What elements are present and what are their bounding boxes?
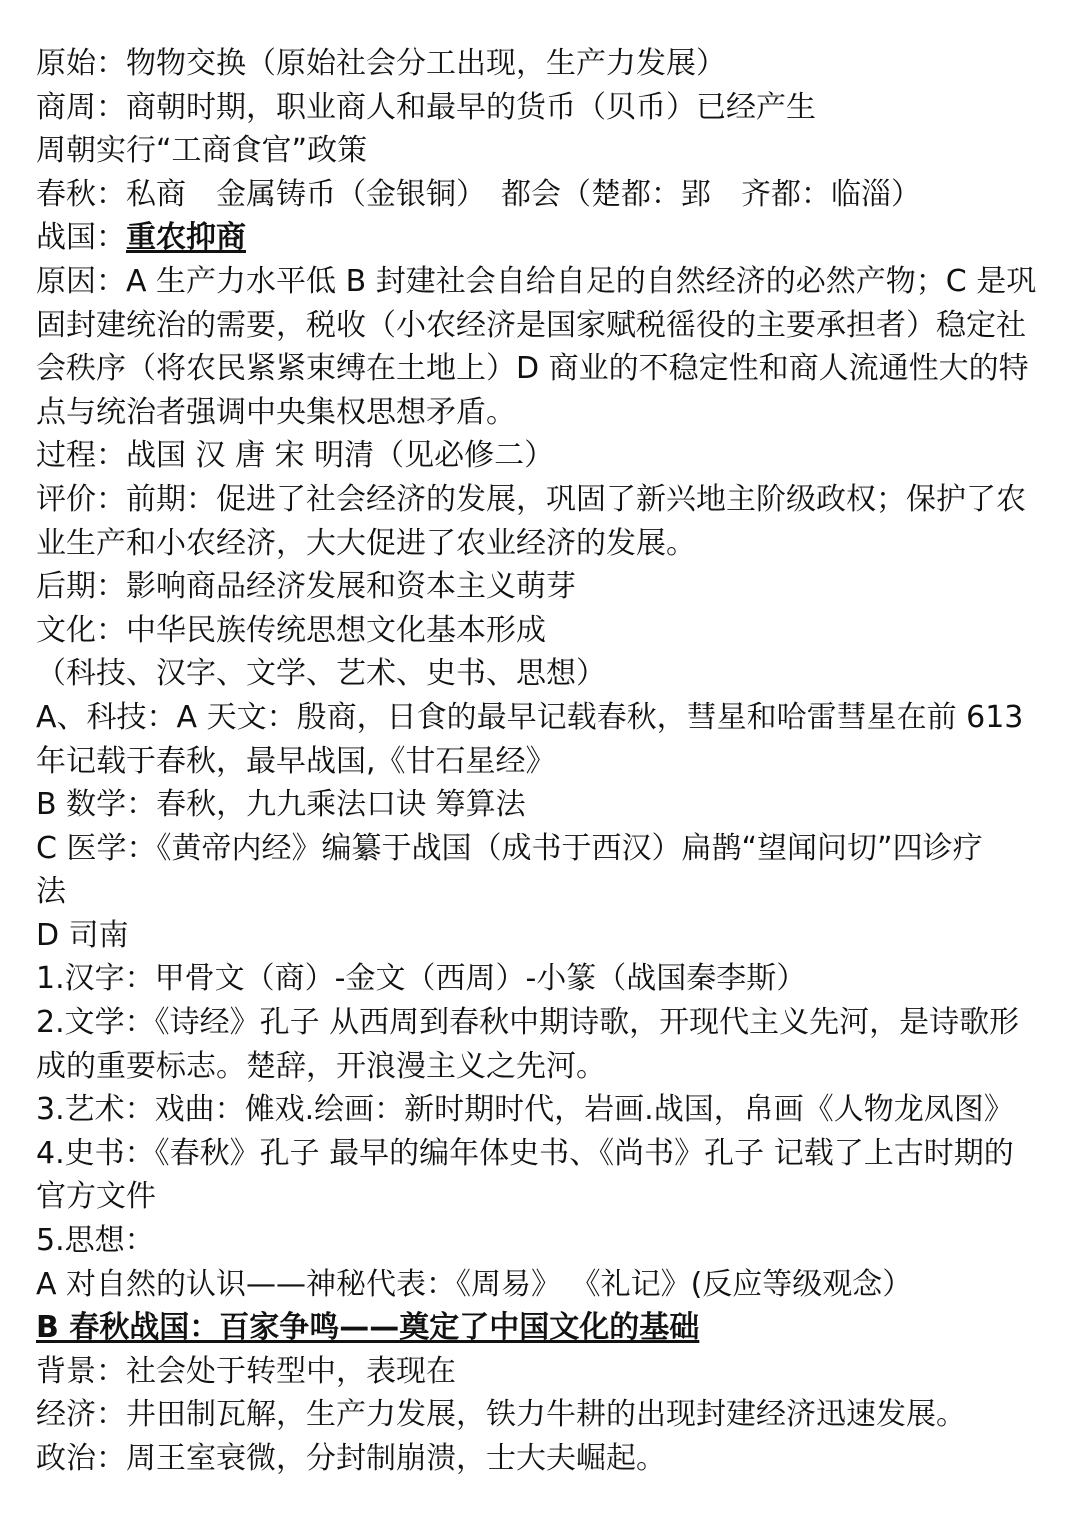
text-line: 文化：中华民族传统思想文化基本形成 [36,612,546,648]
text-line: 原因：A 生产力水平低 B 封建社会自给自足的自然经济的必然产物；C 是巩 [36,263,1037,299]
text-line: B 数学：春秋，九九乘法口诀 筹算法 [36,787,526,823]
text-line: 3.艺术：戏曲：傩戏.绘画：新时期时代，岩画.战国，帛画《人物龙凤图》 [36,1092,1014,1128]
text-line: 成的重要标志。楚辞，开浪漫主义之先河。 [36,1048,606,1084]
text-line: 4.史书：《春秋》孔子 最早的编年体史书、《尚书》孔子 记载了上古时期的 [36,1135,1014,1171]
text-line: 1.汉字：甲骨文（商）-金文（西周）-小篆（战国秦李斯） [36,961,807,997]
line-prefix: 战国： [36,220,126,256]
text-line: 年记载于春秋，最早战国,《甘石星经》 [36,743,556,779]
document-body [36,42,1046,1481]
emphasized-heading: B 春秋战国：百家争鸣——奠定了中国文化的基础 [36,1310,700,1346]
text-line: 政治：周王室衰微，分封制崩溃，士大夫崛起。 [36,1441,666,1476]
text-line: 背景：社会处于转型中，表现在 [36,1353,456,1389]
text-line: 春秋：私商 金属铸币（金银铜） 都会（楚都：郢 齐都：临淄） [36,176,921,212]
text-line: C 医学：《黄帝内经》编纂于战国（成书于西汉）扁鹊“望闻问切”四诊疗 [36,830,983,866]
text-line: D 司南 [36,917,129,953]
text-line: 商周：商朝时期，职业商人和最早的货币（贝币）已经产生 [36,89,816,125]
text-line: 固封建统治的需要，税收（小农经济是国家赋税徭役的主要承担者）稳定社 [36,307,1026,343]
text-line: 周朝实行“工商食官”政策 [36,133,368,169]
text-line-with-emphasis [36,216,1046,260]
text-line: 点与统治者强调中央集权思想矛盾。 [36,394,516,430]
emphasized-heading: 重农抑商 [126,220,246,256]
text-line: 5.思想： [36,1223,155,1259]
text-line: （科技、汉字、文学、艺术、史书、思想） [36,656,606,692]
text-line: A、科技：A 天文：殷商，日食的最早记载春秋，彗星和哈雷彗星在前 613 [36,699,1024,735]
text-line: A 对自然的认识——神秘代表：《周易》 《礼记》(反应等级观念） [36,1266,913,1302]
text-line: 后期：影响商品经济发展和资本主义萌芽 [36,569,576,605]
text-line: 业生产和小农经济，大大促进了农业经济的发展。 [36,525,696,561]
text-line: 官方文件 [36,1179,156,1215]
emphasized-heading-line [36,1306,1046,1350]
text-line: 评价：前期：促进了社会经济的发展，巩固了新兴地主阶级政权；保护了农 [36,481,1026,517]
text-line: 2.文学：《诗经》孔子 从西周到春秋中期诗歌，开现代主义先河，是诗歌形 [36,1005,1020,1041]
text-line: 法 [36,874,66,910]
text-line: 经济：井田制瓦解，生产力发展，铁力牛耕的出现封建经济迅速发展。 [36,1397,966,1433]
text-line: 原始：物物交换（原始社会分工出现，生产力发展） [36,46,726,81]
text-line: 过程：战国 汉 唐 宋 明清（见必修二） [36,438,555,474]
text-line: 会秩序（将农民紧紧束缚在土地上）D 商业的不稳定性和商人流通性大的特 [36,351,1029,387]
